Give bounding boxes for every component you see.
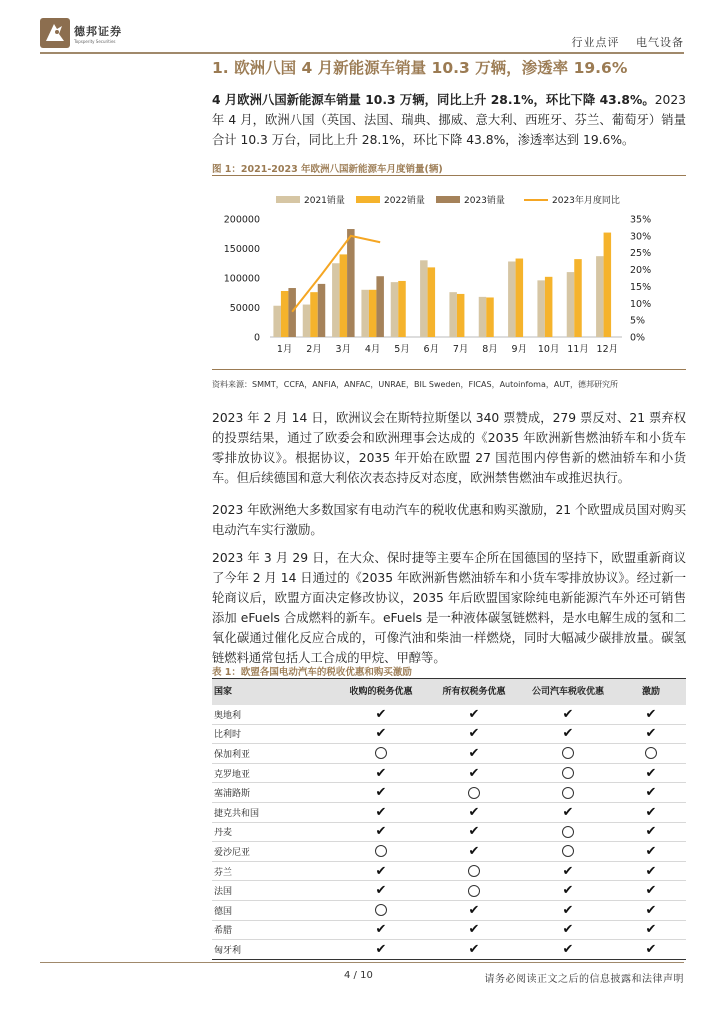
policy-cell xyxy=(520,802,616,822)
check-icon: ✔ xyxy=(562,922,574,938)
check-icon: ✔ xyxy=(375,922,387,938)
paragraph-1 xyxy=(212,90,686,150)
check-icon: ✔ xyxy=(562,863,574,879)
legend-swatch-2023 xyxy=(436,196,460,203)
bar-2022销量-3月 xyxy=(340,254,348,337)
check-icon: ✔ xyxy=(645,843,657,859)
check-icon: ✔ xyxy=(562,883,574,899)
bar-2021销量-12月 xyxy=(596,256,604,337)
logo-cn-text: 德邦证券 xyxy=(74,24,122,38)
check-icon: ✔ xyxy=(645,922,657,938)
country-cell: 匈牙利 xyxy=(212,940,334,960)
policy-cell xyxy=(334,920,428,940)
source-divider xyxy=(212,369,686,370)
paragraph-4: 2023 年 3 月 29 日，在大众、保时捷等主要车企所在国德国的坚持下，欧盟重新商议了今年 2 月 14 日通过的《2035 年欧洲新售燃油轿车和小货车零排放协议》。经过新一轮商议后，欧盟方面决定修改协议，2035 年后欧盟国家除纯电新能源汽车外还可销售添加 eFuels 合成燃料的新车。eFuels 是一种液体碳氢链燃料，是水电解生成的氢和二氧化碳通过催化反应合成的，可像汽油和柴油一样燃烧，同时大幅减少碳排放量。碳氢链燃料通常包括人工合成的甲烷、甲醇等。 xyxy=(212,551,686,665)
report-tags xyxy=(572,34,685,50)
bar-2023销量-4月 xyxy=(376,276,384,337)
policy-cell xyxy=(616,920,686,940)
bar-2022销量-6月 xyxy=(428,267,436,337)
figure-divider xyxy=(212,175,686,176)
country-cell: 克罗地亚 xyxy=(212,763,334,783)
y-left-tick-label: 50000 xyxy=(229,303,260,314)
check-icon: ✔ xyxy=(562,804,574,820)
bar-2022销量-11月 xyxy=(574,259,582,337)
policy-cell xyxy=(616,861,686,881)
x-tick-label: 1月 xyxy=(276,344,293,355)
bar-2021销量-4月 xyxy=(361,290,369,337)
table-row xyxy=(212,822,686,842)
y-left-tick-label: 150000 xyxy=(223,244,260,255)
x-tick-label: 9月 xyxy=(511,344,528,355)
bar-2021销量-6月 xyxy=(420,260,428,337)
check-icon: ✔ xyxy=(645,824,657,840)
table-row xyxy=(212,763,686,783)
check-icon: ✔ xyxy=(468,745,480,761)
check-icon: ✔ xyxy=(468,804,480,820)
policy-cell xyxy=(428,705,520,724)
industry-tag: 电气设备 xyxy=(636,36,684,49)
policy-cell xyxy=(520,822,616,842)
header-divider xyxy=(40,52,684,54)
legend-label-2022: 2022销量 xyxy=(384,196,425,206)
check-icon: ✔ xyxy=(562,706,574,722)
policy-cell xyxy=(334,822,428,842)
bar-2022销量-5月 xyxy=(398,281,406,337)
bar-2023销量-2月 xyxy=(318,284,326,337)
policy-cell xyxy=(428,822,520,842)
policy-cell xyxy=(428,802,520,822)
policy-cell xyxy=(616,881,686,901)
logo-en-text: Topsperity Securities xyxy=(74,38,116,44)
section-title: 1. 欧洲八国 4 月新能源车销量 10.3 万辆，渗透率 19.6% xyxy=(212,59,628,77)
y-left-tick-label: 100000 xyxy=(223,273,260,285)
page-number: 4 / 10 xyxy=(344,970,373,981)
policy-cell xyxy=(520,940,616,960)
policy-cell xyxy=(520,705,616,724)
policy-cell xyxy=(616,705,686,724)
header-incentives: 激励 xyxy=(616,679,686,706)
country-cell: 塞浦路斯 xyxy=(212,783,334,803)
table-row xyxy=(212,842,686,862)
table-row xyxy=(212,900,686,920)
bar-2022销量-12月 xyxy=(604,233,612,337)
figure-source: 资料来源：SMMT，CCFA，ANFIA，ANFAC，UNRAE，BIL Sweden，FICAS，Autoinfoma，AUT，德邦研究所 xyxy=(212,380,619,389)
figure-title: 图 1：2021-2023 年欧洲八国新能源车月度销量(辆) xyxy=(212,164,443,175)
policy-cell xyxy=(520,881,616,901)
country-cell: 丹麦 xyxy=(212,822,334,842)
check-icon: ✔ xyxy=(468,941,480,957)
legend-label-2023: 2023销量 xyxy=(464,196,505,206)
circle-icon xyxy=(375,904,387,916)
paragraph-3: 2023 年欧洲绝大多数国家有电动汽车的税收优惠和购买激励，21 个欧盟成员国对购买电动汽车实行激励。 xyxy=(212,503,686,537)
x-tick-label: 5月 xyxy=(394,344,410,355)
policy-cell xyxy=(428,744,520,764)
bar-2022销量-8月 xyxy=(486,297,494,337)
policy-cell xyxy=(428,763,520,783)
bar-2021销量-1月 xyxy=(273,306,281,337)
legend-swatch-yoy xyxy=(524,199,548,201)
policy-cell xyxy=(520,900,616,920)
bar-2023销量-1月 xyxy=(288,288,296,337)
y-right-tick-label: 5% xyxy=(630,315,646,327)
logo-mark-icon xyxy=(40,18,70,48)
country-cell: 捷克共和国 xyxy=(212,802,334,822)
monthly-sales-chart xyxy=(212,205,686,365)
legend-swatch-2022 xyxy=(356,196,380,203)
paragraph-1-body: 2023 年 4 月，欧洲八国（英国、法国、瑞典、挪威、意大利、西班牙、芬兰、葡萄牙）销量合计 10.3 万台，同比上升 28.1%，环比下降 43.8%，渗透率达到 19.6%。 xyxy=(212,93,686,147)
y-right-tick-label: 20% xyxy=(630,265,652,277)
policy-cell xyxy=(616,900,686,920)
y-right-tick-label: 0% xyxy=(630,332,646,344)
table-row xyxy=(212,705,686,724)
policy-cell xyxy=(428,861,520,881)
ev-incentive-table xyxy=(212,678,686,960)
bar-2022销量-4月 xyxy=(369,290,377,337)
country-cell: 奥地利 xyxy=(212,705,334,724)
x-tick-label: 10月 xyxy=(537,344,560,355)
y-right-tick-label: 10% xyxy=(630,298,652,310)
table-row xyxy=(212,861,686,881)
circle-icon xyxy=(562,787,574,799)
table-row xyxy=(212,724,686,744)
x-tick-label: 8月 xyxy=(482,344,498,355)
table-header-row xyxy=(212,679,686,706)
check-icon: ✔ xyxy=(645,863,657,879)
paragraph-2: 2023 年 2 月 14 日，欧洲议会在斯特拉斯堡以 340 票赞成，279 票反对、21 票弃权的投票结果，通过了欧委会和欧洲理事会达成的《2035 年欧洲新售燃油轿车和小货车零排放协议》。根据协议，2035 年开始在欧盟 27 国范围内停售新的燃油轿车和小货车。但后续德国和意大利依次表态持反对态度，欧洲禁售燃油车或推迟执行。 xyxy=(212,411,686,485)
check-icon: ✔ xyxy=(645,902,657,918)
check-icon: ✔ xyxy=(375,726,387,742)
legend-swatch-2021 xyxy=(276,196,300,203)
y-right-tick-label: 25% xyxy=(630,248,652,260)
legend-label-yoy: 2023年月度同比 xyxy=(552,196,620,206)
country-cell: 爱沙尼亚 xyxy=(212,842,334,862)
check-icon: ✔ xyxy=(468,706,480,722)
check-icon: ✔ xyxy=(645,765,657,781)
bar-2023销量-3月 xyxy=(347,229,355,337)
circle-icon xyxy=(645,747,657,759)
policy-cell xyxy=(428,920,520,940)
check-icon: ✔ xyxy=(468,902,480,918)
table-row xyxy=(212,881,686,901)
check-icon: ✔ xyxy=(375,785,387,801)
x-tick-label: 12月 xyxy=(596,344,619,355)
policy-cell xyxy=(428,783,520,803)
table-row xyxy=(212,744,686,764)
circle-icon xyxy=(375,845,387,857)
table-row xyxy=(212,920,686,940)
legend-label-2021: 2021销量 xyxy=(304,196,345,206)
x-tick-label: 4月 xyxy=(364,344,381,355)
circle-icon xyxy=(562,845,574,857)
table-row xyxy=(212,783,686,803)
bar-2021销量-7月 xyxy=(449,292,457,337)
policy-cell xyxy=(428,842,520,862)
company-logo xyxy=(40,18,122,48)
policy-cell xyxy=(334,881,428,901)
country-cell: 希腊 xyxy=(212,920,334,940)
check-icon: ✔ xyxy=(375,804,387,820)
country-cell: 保加利亚 xyxy=(212,744,334,764)
country-cell: 德国 xyxy=(212,900,334,920)
x-tick-label: 7月 xyxy=(452,344,469,355)
check-icon: ✔ xyxy=(468,765,480,781)
y-left-tick-label: 200000 xyxy=(223,214,260,226)
policy-cell xyxy=(520,783,616,803)
bar-2021销量-9月 xyxy=(508,261,516,337)
footer-divider xyxy=(40,962,684,963)
header-company-car-tax: 公司汽车税收优惠 xyxy=(520,679,616,706)
policy-cell xyxy=(334,744,428,764)
policy-cell xyxy=(334,842,428,862)
check-icon: ✔ xyxy=(562,902,574,918)
x-tick-label: 3月 xyxy=(335,344,352,355)
policy-cell xyxy=(616,724,686,744)
check-icon: ✔ xyxy=(375,765,387,781)
policy-cell xyxy=(616,744,686,764)
check-icon: ✔ xyxy=(645,706,657,722)
policy-cell xyxy=(428,940,520,960)
policy-cell xyxy=(616,842,686,862)
table-row xyxy=(212,802,686,822)
bar-2021销量-5月 xyxy=(391,282,399,337)
check-icon: ✔ xyxy=(468,726,480,742)
policy-cell xyxy=(334,940,428,960)
footer-disclaimer: 请务必阅读正文之后的信息披露和法律声明 xyxy=(484,974,684,985)
y-right-tick-label: 35% xyxy=(630,214,652,226)
x-tick-label: 11月 xyxy=(567,344,589,355)
check-icon: ✔ xyxy=(562,726,574,742)
policy-cell xyxy=(616,802,686,822)
x-tick-label: 2月 xyxy=(306,344,322,355)
policy-cell xyxy=(334,763,428,783)
country-cell: 芬兰 xyxy=(212,861,334,881)
check-icon: ✔ xyxy=(375,824,387,840)
check-icon: ✔ xyxy=(375,941,387,957)
policy-cell xyxy=(616,940,686,960)
circle-icon xyxy=(468,865,480,877)
table-row xyxy=(212,940,686,960)
policy-cell xyxy=(334,783,428,803)
bar-2022销量-2月 xyxy=(310,292,318,337)
policy-cell xyxy=(520,920,616,940)
country-cell: 比利时 xyxy=(212,724,334,744)
check-icon: ✔ xyxy=(562,941,574,957)
bar-2021销量-11月 xyxy=(567,272,575,337)
y-right-tick-label: 15% xyxy=(630,281,652,293)
policy-cell xyxy=(334,724,428,744)
circle-icon xyxy=(375,747,387,759)
policy-cell xyxy=(334,900,428,920)
bar-2022销量-9月 xyxy=(516,259,524,337)
check-icon: ✔ xyxy=(468,824,480,840)
bar-2022销量-1月 xyxy=(281,291,289,337)
header-country: 国家 xyxy=(212,679,334,706)
policy-cell xyxy=(520,763,616,783)
check-icon: ✔ xyxy=(645,804,657,820)
policy-cell xyxy=(428,900,520,920)
bar-2021销量-3月 xyxy=(332,263,340,337)
policy-cell xyxy=(334,705,428,724)
policy-cell xyxy=(520,842,616,862)
policy-cell xyxy=(428,881,520,901)
policy-cell xyxy=(616,783,686,803)
policy-cell xyxy=(520,724,616,744)
bar-2022销量-10月 xyxy=(545,277,553,337)
paragraph-1-lead: 4 月欧洲八国新能源车销量 10.3 万辆，同比上升 28.1%，环比下降 43.8%。 xyxy=(212,93,655,107)
circle-icon xyxy=(468,787,480,799)
y-left-tick-label: 0 xyxy=(253,332,260,344)
check-icon: ✔ xyxy=(645,941,657,957)
check-icon: ✔ xyxy=(375,863,387,879)
policy-cell xyxy=(428,724,520,744)
y-right-tick-label: 30% xyxy=(630,231,652,243)
header-acquisition-tax: 收购的税务优惠 xyxy=(334,679,428,706)
bar-2022销量-7月 xyxy=(457,294,465,337)
circle-icon xyxy=(468,885,480,897)
country-cell: 法国 xyxy=(212,881,334,901)
check-icon: ✔ xyxy=(468,843,480,859)
circle-icon xyxy=(562,747,574,759)
check-icon: ✔ xyxy=(375,706,387,722)
bar-2021销量-10月 xyxy=(537,280,545,337)
circle-icon xyxy=(562,767,574,779)
policy-cell xyxy=(334,802,428,822)
policy-cell xyxy=(520,861,616,881)
check-icon: ✔ xyxy=(645,726,657,742)
policy-cell xyxy=(616,822,686,842)
bar-2021销量-2月 xyxy=(303,305,311,337)
policy-cell xyxy=(334,861,428,881)
policy-cell xyxy=(616,763,686,783)
check-icon: ✔ xyxy=(645,785,657,801)
report-type-tag: 行业点评 xyxy=(571,36,620,49)
bar-2021销量-8月 xyxy=(479,297,487,337)
header-ownership-tax: 所有权税务优惠 xyxy=(428,679,520,706)
check-icon: ✔ xyxy=(375,883,387,899)
check-icon: ✔ xyxy=(468,922,480,938)
x-tick-label: 6月 xyxy=(423,344,440,355)
policy-cell xyxy=(520,744,616,764)
check-icon: ✔ xyxy=(645,883,657,899)
table-title: 表 1：欧盟各国电动汽车的税收优惠和购买激励 xyxy=(212,667,412,678)
circle-icon xyxy=(562,826,574,838)
